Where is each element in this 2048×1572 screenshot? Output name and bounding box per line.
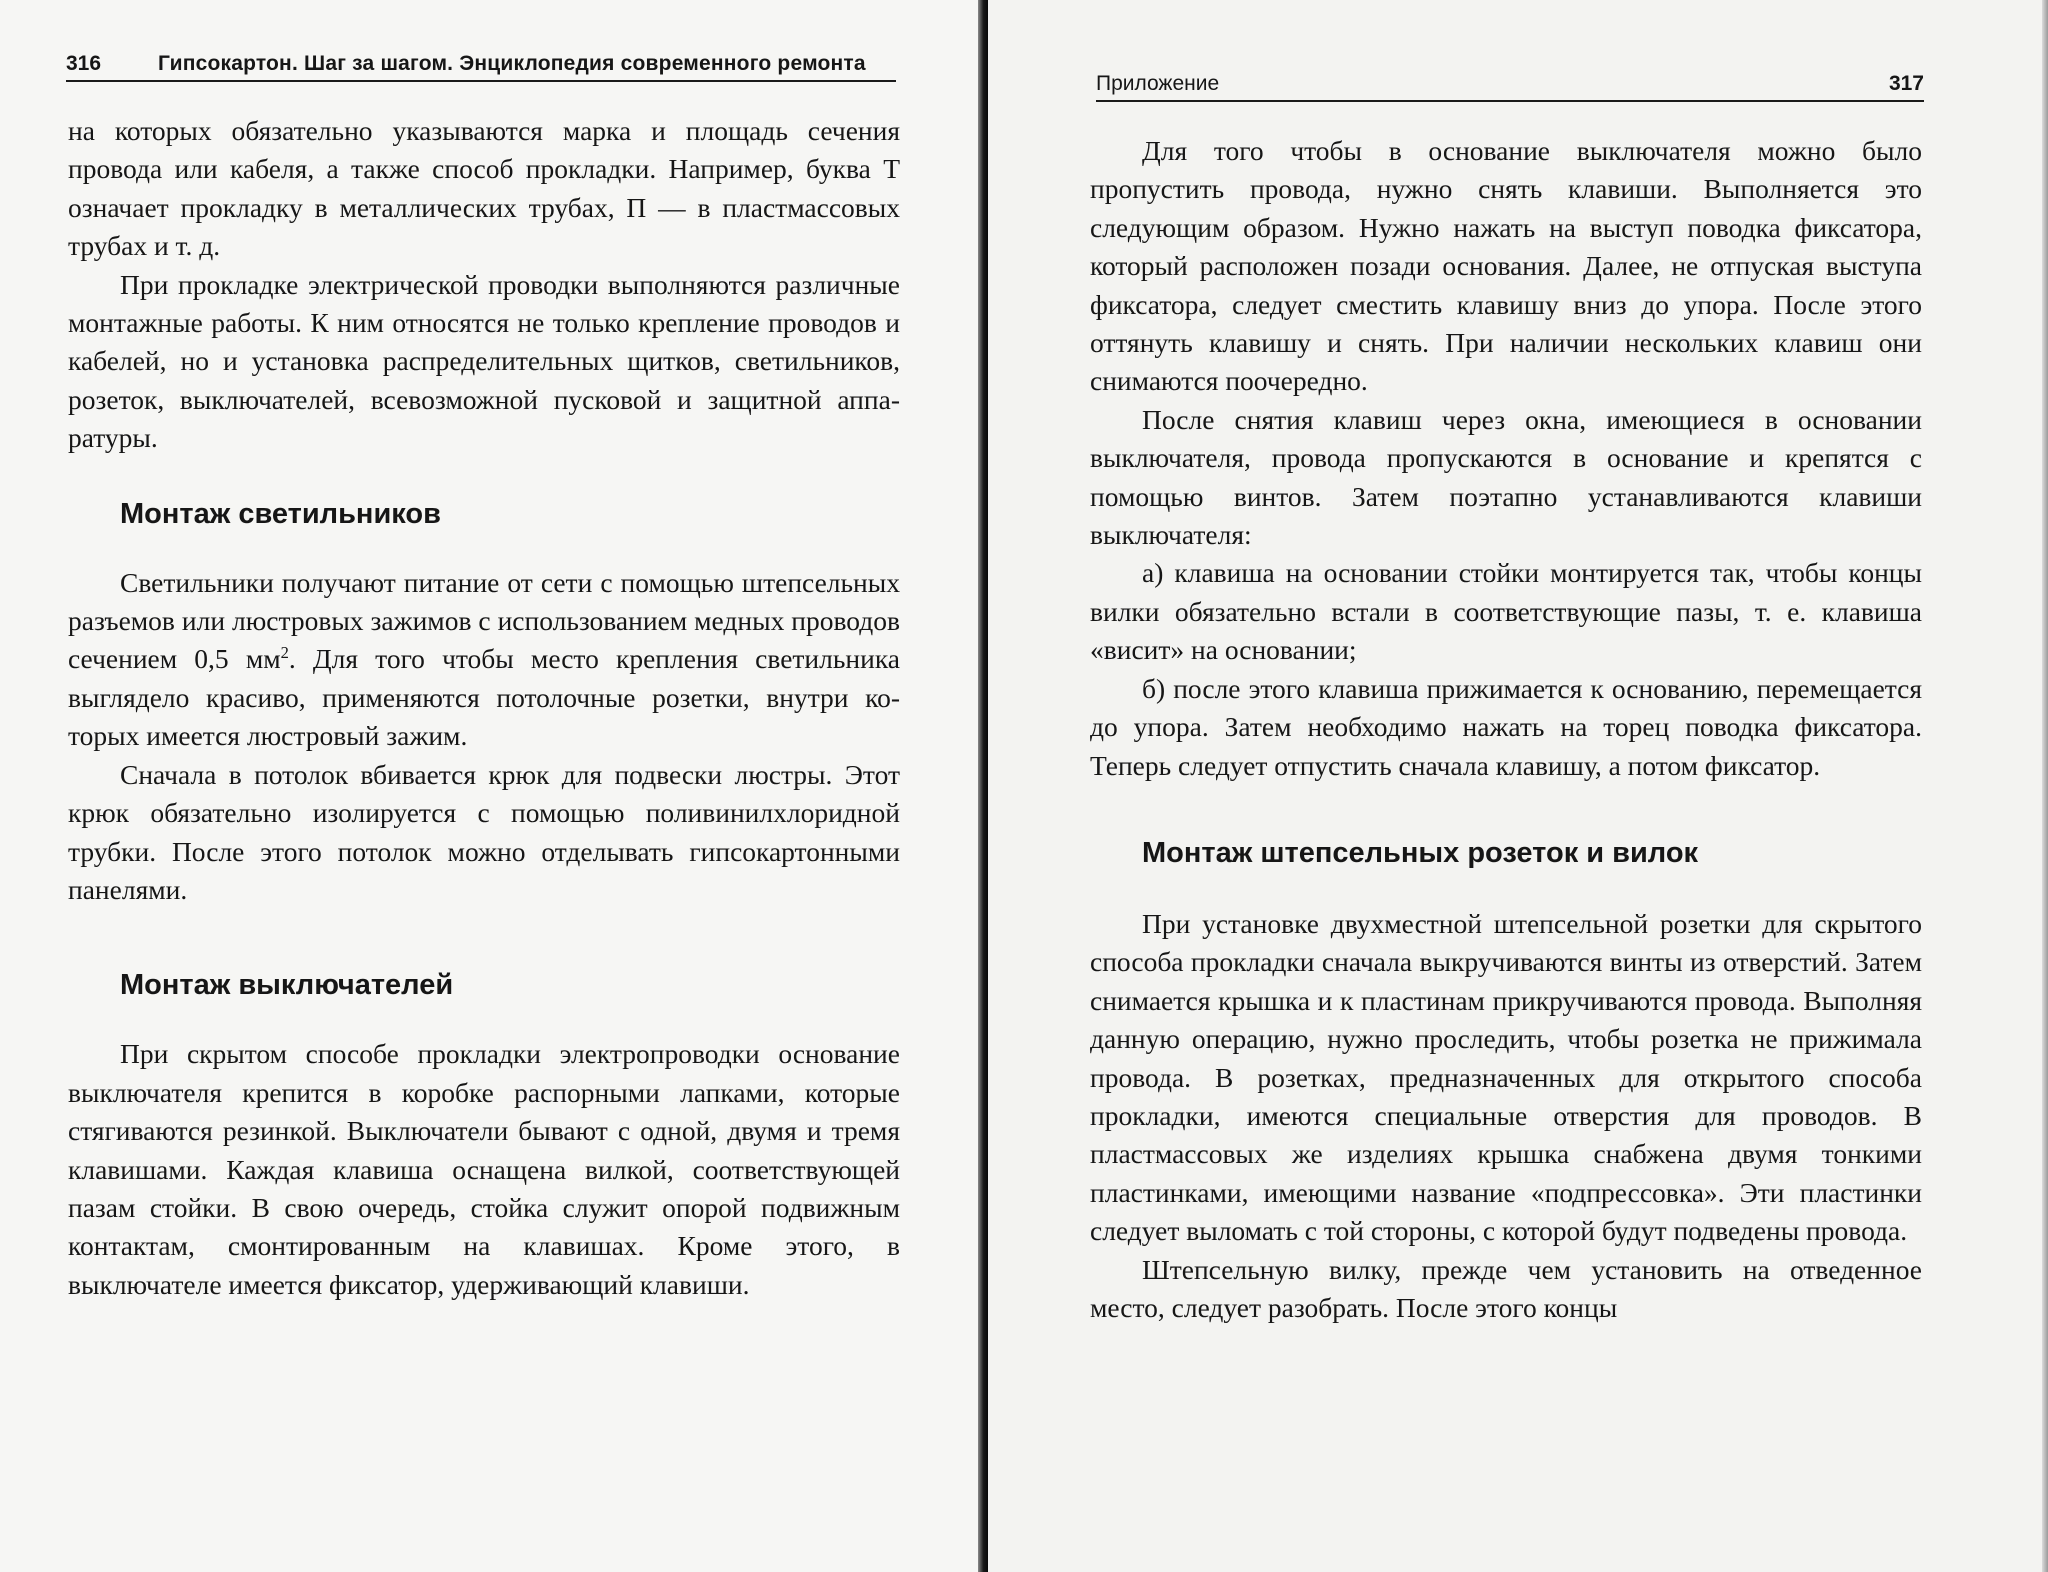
right-paragraph-4: б) после этого клавиша прижимается к основанию, перемещается до упора. Затем необходимо нажать на торец поводка фиксатора. Теперь следует отпустить сначала клавишу, а потом фиксатор. [1090, 672, 1922, 781]
right-paragraph-3: а) клавиша на основании стойки монтируется так, чтобы концы вилки обязательно встали в соответствующие пазы, т. е. клавиша «висит» на основании; [1090, 557, 1922, 666]
right-paragraph-2: После снятия клавиш через окна, имеющиеся в основании выключателя, провода пропускаются в основание и крепятся с помощью винтов. Затем поэтапно устанавливаются клавиши выключателя: [1090, 403, 1922, 551]
right-paragraph-6: Штепсельную вилку, прежде чем установить на отведенное место, следует разобрать. После этого концы [1090, 1253, 1922, 1323]
page-edge [2042, 0, 2048, 1572]
left-paragraph-3-main: Светильники получают питание от сети с помощью штепсельных разъемов или люстровых зажимов с использованием медных проводов сечением 0,5 мм [68, 566, 900, 675]
right-text-column [1090, 132, 1922, 1327]
superscript-2: 2 [280, 643, 289, 663]
right-running-head [1096, 60, 1924, 102]
right-paragraph-5: При установке двухместной штепсельной розетки для скрытого способа прокладки сначала выкручиваются винты из отверстий. Затем снимается крышка и к пластинам прикручиваются провода. Выполняя данную операцию, нужно проследить, чтобы розетка не прижимала провода. В розетках, предназначенных для открытого способа прокладки, имеются специальные отверстия для проводов. В пластмассовых же изделиях крышка снабжена двумя тонкими пластинками, имеющими название «подпрессовка». Эти пластинки следует выломать с той стороны, с которой будут подведены провода. [1090, 907, 1922, 1247]
left-paragraph-2: При прокладке электрической проводки выполняются различные монтажные работы. К ним относятся не только крепление проводов и кабелей, но и установка распределительных щитков, светильников, розеток, выключателей, всевозможной пусковой и защитной аппаратуры. [68, 268, 900, 454]
left-running-head [66, 40, 896, 82]
heading-switches: Монтаж выключателей [120, 969, 454, 1002]
left-paragraph-3-tail: . Для того чтобы место крепления светильника выглядело красиво, применяются потолочные розетки, внутри которых имеется люстровый зажим. [68, 643, 900, 752]
right-page-number: 317 [1888, 72, 1924, 95]
heading-sockets-plugs: Монтаж штепсельных розеток и вилок [1142, 836, 1699, 869]
left-paragraph-1: на которых обязательно указываются марка и площадь сечения провода или кабеля, а также способ прокладки. Например, буква Т означает прокладку в металлических трубах, П — в пластмассовых трубах и т. д. [68, 115, 900, 262]
right-paragraph-1: Для того чтобы в основание выключателя можно было пропустить провода, нужно снять клавиши. Выполняется это следующим образом. Нужно нажать на выступ поводка фиксатора, который расположен позади основания. Далее, не отпуская выступа фиксатора, следует сместить клавишу вниз до упора. После этого оттянуть клавишу и снять. При наличии нескольких клавиш они снимаются поочередно. [1090, 135, 1922, 397]
left-page [0, 0, 980, 1572]
left-paragraph-5: При скрытом способе прокладки электропроводки основание выключателя крепится в коробке распорными лапками, которые стягиваются резинкой. Выключатели бывают с одной, двумя и тремя клавишами. Каждая клавиша оснащена вилкой, соответствующей пазам стойки. В свою очередь, стойка служит опорой подвижным контактам, смонтированным на клавишах. Кроме этого, в выключателе имеется фиксатор, удерживающий клавиши. [68, 1038, 900, 1300]
left-text-column [68, 112, 900, 1304]
left-running-title: Гипсокартон. Шаг за шагом. Энциклопедия современного ремонта [158, 52, 866, 75]
right-running-title: Приложение [1096, 72, 1220, 95]
left-page-number: 316 [66, 52, 102, 75]
heading-lamps: Монтаж светильников [120, 497, 441, 530]
left-paragraph-3 [68, 564, 900, 756]
left-paragraph-4: Сначала в потолок вбивается крюк для подвески люстры. Этот крюк обязательно изолируется с помощью поливинилхлоридной трубки. После этого потолок можно отделывать гипсокартонными панелями. [68, 758, 900, 905]
